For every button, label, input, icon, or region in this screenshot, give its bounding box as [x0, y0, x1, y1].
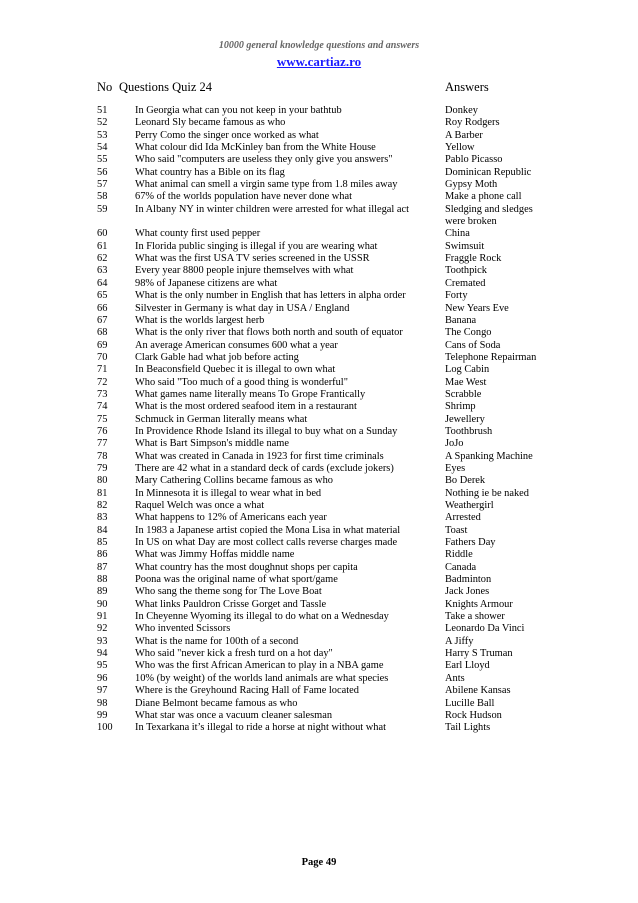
- question-row: [97, 574, 617, 586]
- question-number: 88: [97, 574, 108, 586]
- question-row: [97, 660, 617, 672]
- question-text: Who said "Too much of a good thing is wonderful": [135, 376, 348, 388]
- answer-text: Shrimp: [445, 401, 476, 413]
- question-text: 98% of Japanese citizens are what: [135, 277, 278, 289]
- question-number: 63: [97, 265, 108, 277]
- answer-text: Jewellery: [445, 413, 485, 425]
- question-row: [97, 179, 617, 191]
- question-text: What was Jimmy Hoffas middle name: [135, 549, 295, 561]
- question-row: [97, 142, 617, 154]
- question-number: 62: [97, 253, 108, 265]
- question-row: [97, 512, 617, 524]
- question-text: Silvester in Germany is what day in USA / England: [135, 302, 350, 314]
- question-text: What star was once a vacuum cleaner salesman: [135, 709, 333, 721]
- question-row: [97, 586, 617, 598]
- question-text: Poona was the original name of what sport/game: [135, 574, 338, 586]
- question-text: In Cheyenne Wyoming its illegal to do what on a Wednesday: [135, 611, 389, 623]
- question-row: [97, 648, 617, 660]
- question-number: 60: [97, 228, 108, 240]
- question-text: Who was the first African American to play in a NBA game: [135, 660, 384, 672]
- question-row: [97, 389, 617, 401]
- question-text: What animal can smell a virgin same type from 1.8 miles away: [135, 179, 398, 191]
- question-row: [97, 315, 617, 327]
- answer-text: Fraggle Rock: [445, 253, 502, 265]
- question-row: [97, 290, 617, 302]
- answer-text: Nothing ie be naked: [445, 487, 529, 499]
- question-row: [97, 426, 617, 438]
- answer-text: Take a shower: [445, 611, 505, 623]
- question-number: 59: [97, 203, 108, 215]
- question-number: 92: [97, 623, 108, 635]
- question-number: 52: [97, 117, 108, 129]
- question-number: 51: [97, 105, 108, 116]
- question-text: In Texarkana it’s illegal to ride a horse at night without what: [135, 722, 386, 734]
- question-text: Where is the Greyhound Racing Hall of Fame located: [135, 685, 359, 697]
- question-row: [97, 414, 617, 426]
- question-row: [97, 611, 617, 623]
- question-text: What links Pauldron Crisse Gorget and Tassle: [135, 598, 327, 610]
- question-row: [97, 710, 617, 722]
- question-row: [97, 500, 617, 512]
- answer-text: Dominican Republic: [445, 166, 532, 178]
- question-row: [97, 377, 617, 389]
- question-number: 72: [97, 376, 108, 388]
- question-row: [97, 636, 617, 648]
- answer-text: Earl Lloyd: [445, 660, 490, 672]
- question-row: [97, 549, 617, 561]
- question-number: 98: [97, 697, 108, 709]
- answer-text: Badminton: [445, 574, 492, 586]
- question-text: Who said "computers are useless they only give you answers": [135, 154, 393, 166]
- answer-text: Eyes: [445, 462, 466, 474]
- question-number: 65: [97, 290, 108, 302]
- question-text: There are 42 what in a standard deck of cards (exclude jokers): [135, 462, 394, 474]
- question-row: [97, 352, 617, 364]
- question-row: [97, 154, 617, 166]
- answer-text: Toothpick: [445, 265, 487, 277]
- question-row: [97, 117, 617, 129]
- question-row: [97, 191, 617, 203]
- answer-text: Swimsuit: [445, 240, 485, 252]
- answer-text: New Years Eve: [445, 302, 509, 314]
- question-row: [97, 241, 617, 253]
- answer-text: Roy Rodgers: [445, 117, 500, 129]
- question-number: 100: [97, 722, 113, 734]
- question-number: 64: [97, 277, 108, 289]
- question-text: In Florida public singing is illegal if you are wearing what: [135, 240, 378, 252]
- answer-text: A Jiffy: [445, 635, 474, 647]
- question-text: What was the first USA TV series screened in the USSR: [135, 253, 370, 265]
- question-number: 93: [97, 635, 108, 647]
- question-text: In Georgia what can you not keep in your bathtub: [135, 105, 342, 116]
- question-text: Schmuck in German literally means what: [135, 413, 308, 425]
- question-text: What is Bart Simpson's middle name: [135, 438, 289, 450]
- question-number: 96: [97, 672, 108, 684]
- question-text: What happens to 12% of Americans each year: [135, 512, 327, 524]
- question-text: An average American consumes 600 what a year: [135, 339, 338, 351]
- question-row: [97, 278, 617, 290]
- question-number: 58: [97, 191, 108, 203]
- question-number: 77: [97, 438, 108, 450]
- answer-text: Yellow: [445, 142, 475, 154]
- question-text: Who sang the theme song for The Love Boat: [135, 586, 322, 598]
- question-text: In US on what Day are most collect calls reverse charges made: [135, 537, 398, 549]
- question-text: What is the most ordered seafood item in a restaurant: [135, 401, 357, 413]
- answer-text: Sledging and sledges were broken: [445, 203, 533, 228]
- question-text: In Beaconsfield Quebec it is illegal to own what: [135, 364, 336, 376]
- answer-text: Mae West: [445, 376, 487, 388]
- question-text: In Minnesota it is illegal to wear what in bed: [135, 487, 322, 499]
- question-text: Who said "never kick a fresh turd on a hot day": [135, 648, 333, 660]
- question-number: 82: [97, 500, 108, 511]
- answer-text: A Barber: [445, 129, 483, 141]
- answer-text: Riddle: [445, 549, 473, 561]
- question-row: [97, 105, 617, 117]
- question-number: 74: [97, 401, 108, 413]
- answer-text: Abilene Kansas: [445, 685, 511, 697]
- question-row: [97, 438, 617, 450]
- question-text: What is the only number in English that has letters in alpha order: [135, 290, 406, 302]
- question-number: 87: [97, 561, 108, 573]
- question-number: 54: [97, 142, 108, 154]
- question-text: In Providence Rhode Island its illegal to buy what on a Sunday: [135, 425, 398, 437]
- question-row: [97, 303, 617, 315]
- question-row: [97, 722, 617, 734]
- question-text: What is the name for 100th of a second: [135, 635, 299, 647]
- question-text: 67% of the worlds population have never done what: [135, 191, 352, 203]
- column-header-no: No: [97, 80, 113, 94]
- question-text: Raquel Welch was once a what: [135, 500, 265, 511]
- question-number: 97: [97, 685, 108, 697]
- answer-text: Cremated: [445, 277, 486, 289]
- question-text: 10% (by weight) of the worlds land animals are what species: [135, 672, 389, 684]
- question-text: Every year 8800 people injure themselves with what: [135, 265, 354, 277]
- question-text: What is the worlds largest herb: [135, 314, 265, 326]
- question-row: [97, 488, 617, 500]
- answer-text: Toothbrush: [445, 425, 493, 437]
- question-list: [97, 105, 617, 735]
- answer-text: Scrabble: [445, 388, 482, 400]
- answer-text: Toast: [445, 524, 468, 536]
- column-header-row: [97, 80, 597, 96]
- question-number: 99: [97, 709, 108, 721]
- answer-text: Lucille Ball: [445, 697, 495, 709]
- question-number: 76: [97, 425, 108, 437]
- question-text: What games name literally means To Grope Frantically: [135, 388, 366, 400]
- question-row: [97, 525, 617, 537]
- answer-text: Jack Jones: [445, 586, 490, 598]
- question-number: 70: [97, 351, 108, 363]
- question-number: 68: [97, 327, 108, 339]
- question-row: [97, 228, 617, 240]
- question-row: [97, 204, 617, 229]
- question-number: 53: [97, 129, 108, 141]
- question-row: [97, 265, 617, 277]
- question-number: 55: [97, 154, 108, 166]
- question-row: [97, 599, 617, 611]
- question-row: [97, 475, 617, 487]
- question-row: [97, 167, 617, 179]
- answer-text: Forty: [445, 290, 468, 302]
- question-number: 90: [97, 598, 108, 610]
- question-text: Diane Belmont became famous as who: [135, 697, 298, 709]
- question-number: 89: [97, 586, 108, 598]
- question-row: [97, 562, 617, 574]
- question-row: [97, 130, 617, 142]
- answer-text: Ants: [445, 672, 465, 684]
- answer-text: Banana: [445, 314, 477, 326]
- question-text: In 1983 a Japanese artist copied the Mona Lisa in what material: [135, 524, 401, 536]
- question-text: Who invented Scissors: [135, 623, 231, 635]
- question-text: What colour did Ida McKinley ban from the White House: [135, 142, 376, 154]
- answer-text: Fathers Day: [445, 537, 496, 549]
- question-row: [97, 451, 617, 463]
- answer-text: Weathergirl: [445, 500, 494, 511]
- answer-text: China: [445, 228, 470, 240]
- page-number: Page 49: [301, 857, 337, 868]
- answer-text: Arrested: [445, 512, 481, 524]
- question-number: 86: [97, 549, 108, 561]
- question-row: [97, 685, 617, 697]
- answer-text: Gypsy Moth: [445, 179, 498, 191]
- question-text: Leonard Sly became famous as who: [135, 117, 286, 129]
- question-row: [97, 463, 617, 475]
- question-number: 73: [97, 388, 108, 400]
- question-number: 91: [97, 611, 108, 623]
- question-number: 71: [97, 364, 108, 376]
- question-number: 84: [97, 524, 108, 536]
- question-number: 81: [97, 487, 108, 499]
- question-number: 80: [97, 475, 108, 487]
- answer-text: Harry S Truman: [445, 648, 513, 660]
- question-number: 85: [97, 537, 108, 549]
- answer-text: JoJo: [445, 438, 464, 450]
- column-header-questions: Questions Quiz 24: [119, 80, 213, 94]
- question-row: [97, 364, 617, 376]
- question-text: Mary Cathering Collins became famous as who: [135, 475, 333, 487]
- question-number: 83: [97, 512, 108, 524]
- answer-text: Tail Lights: [445, 722, 491, 734]
- answer-text: Bo Derek: [445, 475, 486, 487]
- question-number: 94: [97, 648, 108, 660]
- question-number: 61: [97, 240, 108, 252]
- answer-text: A Spanking Machine: [445, 450, 533, 462]
- answer-text: Cans of Soda: [445, 339, 501, 351]
- answer-text: Rock Hudson: [445, 709, 502, 721]
- question-number: 95: [97, 660, 108, 672]
- question-text: What country has a Bible on its flag: [135, 166, 285, 178]
- answer-text: Canada: [445, 561, 477, 573]
- answer-text: Log Cabin: [445, 364, 490, 376]
- question-number: 69: [97, 339, 108, 351]
- answer-text: Make a phone call: [445, 191, 522, 203]
- question-text: What country has the most doughnut shops per capita: [135, 561, 358, 573]
- question-row: [97, 537, 617, 549]
- question-number: 79: [97, 462, 108, 474]
- question-text: Perry Como the singer once worked as what: [135, 129, 319, 141]
- question-row: [97, 673, 617, 685]
- question-number: 78: [97, 450, 108, 462]
- answer-text: Pablo Picasso: [445, 154, 503, 166]
- question-text: What county first used pepper: [135, 228, 261, 240]
- answer-text: Donkey: [445, 105, 478, 116]
- question-row: [97, 327, 617, 339]
- question-row: [97, 401, 617, 413]
- answer-text: The Congo: [445, 327, 492, 339]
- question-text: In Albany NY in winter children were arrested for what illegal act: [135, 203, 409, 215]
- question-row: [97, 698, 617, 710]
- column-header-answers: Answers: [445, 80, 489, 94]
- header-subtitle: 10000 general knowledge questions and answers: [218, 40, 420, 51]
- question-number: 56: [97, 166, 108, 178]
- question-number: 75: [97, 413, 108, 425]
- answer-text: Knights Armour: [445, 598, 513, 610]
- question-row: [97, 623, 617, 635]
- question-text: What was created in Canada in 1923 for first time criminals: [135, 450, 384, 462]
- header-url-link[interactable]: www.cartiaz.ro: [276, 54, 362, 69]
- question-number: 66: [97, 302, 108, 314]
- question-row: [97, 340, 617, 352]
- answer-text: Telephone Repairman: [445, 351, 537, 363]
- answer-text: Leonardo Da Vinci: [445, 623, 525, 635]
- question-text: What is the only river that flows both north and south of equator: [135, 327, 403, 339]
- question-number: 67: [97, 314, 108, 326]
- question-number: 57: [97, 179, 108, 191]
- question-text: Clark Gable had what job before acting: [135, 351, 299, 363]
- question-row: [97, 253, 617, 265]
